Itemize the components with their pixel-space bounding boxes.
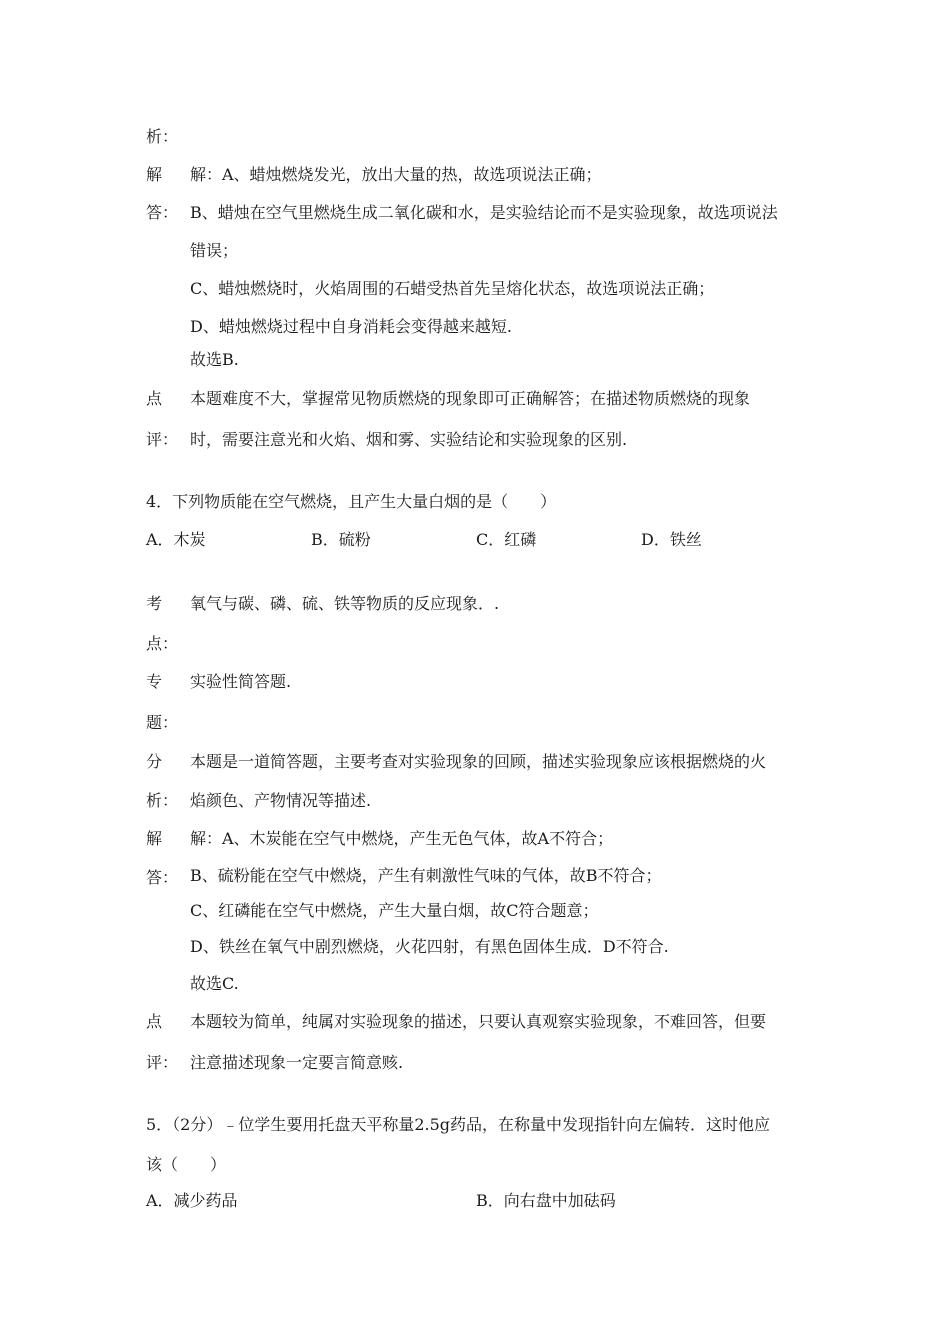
q4-answer-c: C、红磷能在空气中燃烧，产生大量白烟，故C符合题意； bbox=[190, 901, 599, 920]
comment-line2: 时，需要注意光和火焰、烟和雾、实验结论和实验现象的区别. bbox=[190, 430, 628, 449]
label-ti-colon: 题： bbox=[146, 713, 179, 732]
label-fen: 分 bbox=[146, 752, 163, 771]
answer-c: C、蜡烛燃烧时，火焰周围的石蜡受热首先呈熔化状态，故选项说法正确； bbox=[190, 279, 715, 298]
q4-answer-choice: 故选C. bbox=[190, 974, 239, 993]
answer-a: 解：A、蜡烛燃烧发光，放出大量的热，故选项说法正确； bbox=[190, 165, 602, 184]
q4-label-ping: 评： bbox=[146, 1053, 179, 1072]
answer-choice: 故选B. bbox=[190, 350, 239, 369]
label-analysis-xi: 析： bbox=[146, 127, 179, 146]
q4-label-dian: 点 bbox=[146, 1012, 163, 1031]
q4-answer-a: 解：A、木炭能在空气中燃烧，产生无色气体，故A不符合； bbox=[190, 829, 614, 848]
q4-answer-b: B、硫粉能在空气中燃烧，产生有刺激性气味的气体，故B不符合； bbox=[190, 866, 662, 885]
label-answer-da: 答： bbox=[146, 203, 179, 222]
label-dian-colon: 点： bbox=[146, 634, 179, 653]
q4-option-c: C．红磷 bbox=[476, 530, 537, 549]
fenxi-line1: 本题是一道简答题，主要考查对实验现象的回顾，描述实验现象应该根据燃烧的火 bbox=[190, 752, 767, 771]
q4-option-a: A．木炭 bbox=[146, 530, 206, 549]
answer-b-line1: B、蜡烛在空气里燃烧生成二氧化碳和水，是实验结论而不是实验现象，故选项说法 bbox=[190, 203, 778, 222]
answer-b-line2: 错误； bbox=[190, 241, 239, 260]
label-comment-ping: 评： bbox=[146, 430, 179, 449]
fenxi-line2: 焰颜色、产物情况等描述. bbox=[190, 791, 372, 810]
q4-option-d: D．铁丝 bbox=[641, 530, 702, 549]
question-5-stem-line2: 该（ ） bbox=[146, 1155, 227, 1174]
q5-option-b: B．向右盘中加砝码 bbox=[476, 1191, 616, 1210]
kaodian-text: 氧气与碳、磷、硫、铁等物质的反应现象．. bbox=[190, 594, 500, 613]
label-answer-jie: 解 bbox=[146, 165, 163, 184]
label-comment-dian: 点 bbox=[146, 389, 163, 408]
zhuanti-text: 实验性简答题. bbox=[190, 672, 292, 691]
label-zhuan: 专 bbox=[146, 672, 163, 691]
comment-line1: 本题难度不大，掌握常见物质燃烧的现象即可正确解答；在描述物质燃烧的现象 bbox=[190, 389, 751, 408]
q4-answer-d: D、铁丝在氧气中剧烈燃烧，火花四射，有黑色固体生成．D不符合. bbox=[190, 937, 669, 956]
label-xi-colon: 析： bbox=[146, 791, 179, 810]
q4-comment-line1: 本题较为简单，纯属对实验现象的描述，只要认真观察实验现象，不难回答，但要 bbox=[190, 1012, 767, 1031]
answer-d: D、蜡烛燃烧过程中自身消耗会变得越来越短. bbox=[190, 317, 512, 336]
label-da-colon: 答： bbox=[146, 868, 179, 887]
q4-option-b: B．硫粉 bbox=[311, 530, 371, 549]
q4-comment-line2: 注意描述现象一定要言简意赅. bbox=[190, 1053, 404, 1072]
label-jie: 解 bbox=[146, 829, 163, 848]
q5-option-a: A．减少药品 bbox=[146, 1191, 238, 1210]
question-4-stem: 4．下列物质能在空气燃烧，且产生大量白烟的是（ ） bbox=[146, 492, 557, 511]
question-5-stem-line1: 5．（2分）﹣位学生要用托盘天平称量2.5g药品，在称量中发现指针向左偏转．这时他应 bbox=[146, 1115, 771, 1134]
label-kao: 考 bbox=[146, 594, 163, 613]
